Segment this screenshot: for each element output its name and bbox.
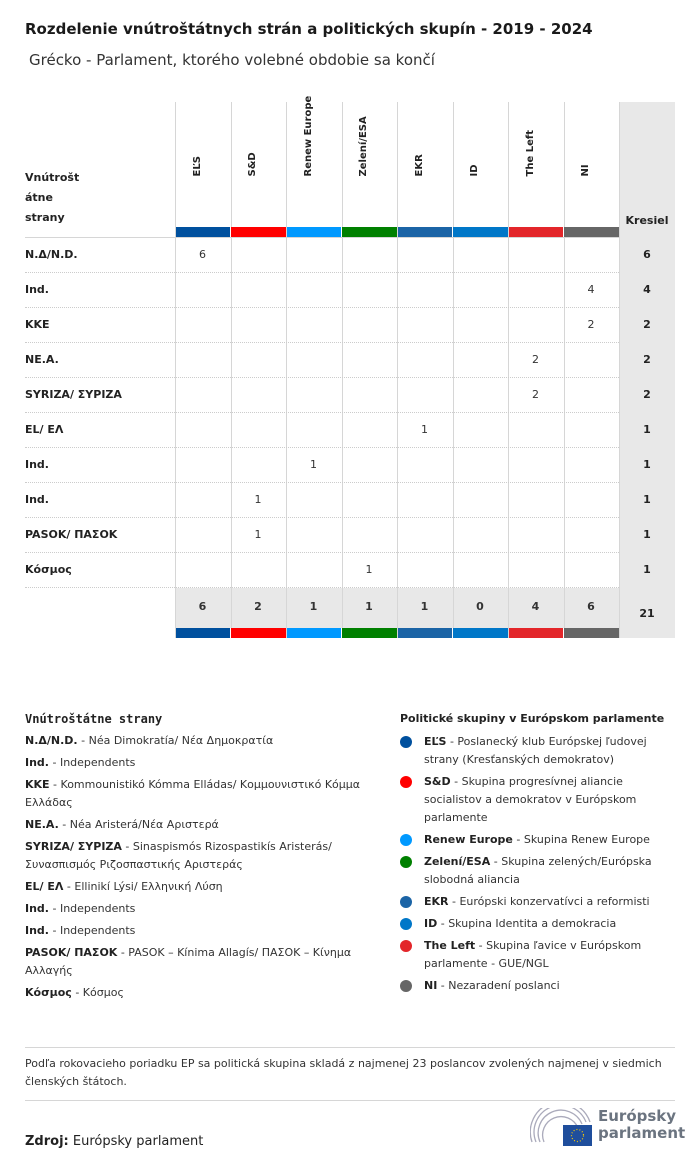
group-abbr: The Left xyxy=(424,939,476,952)
column-header xyxy=(564,102,619,227)
row-seats: 1 xyxy=(643,423,651,436)
group-color-band xyxy=(509,628,564,638)
group-color-band xyxy=(509,227,564,237)
group-name: Európski konzervatívci a reformisti xyxy=(459,895,650,908)
source-label: Zdroj: xyxy=(25,1134,69,1149)
row-seats: 1 xyxy=(643,528,651,541)
column-header-label: EĽS xyxy=(191,156,203,177)
total-cell: 1 xyxy=(309,600,318,613)
group-color-band xyxy=(453,628,508,638)
row-seats: 1 xyxy=(643,493,651,506)
group-color-band xyxy=(453,227,508,237)
row-divider xyxy=(25,517,619,518)
group-color-band xyxy=(342,227,397,237)
seat-cell: 1 xyxy=(254,493,262,506)
group-color-band xyxy=(231,227,286,237)
footnote: Podľa rokovacieho poriadku EP sa politická skupina skladá z najmenej 23 poslancov zvolených najmenej v siedmich členských štátoch. xyxy=(25,1057,662,1088)
total-cell: 2 xyxy=(254,600,262,613)
row-seats: 2 xyxy=(643,353,651,366)
party-legend-item: Κόσμος - Κόσμος xyxy=(25,986,124,999)
row-seats: 6 xyxy=(643,248,651,261)
page-subtitle: Grécko - Parlament, ktorého volebné obdobie sa končí xyxy=(29,51,435,69)
group-legend-item: S&D - Skupina progresívnej aliancie socialistov a demokratov v Európskom parlamente xyxy=(400,773,675,827)
party-legend xyxy=(25,712,385,1006)
column-header xyxy=(397,102,452,227)
seat-cell: 1 xyxy=(254,528,262,541)
group-abbr: EĽS xyxy=(424,735,447,748)
row-divider xyxy=(25,377,619,378)
row-seats: 1 xyxy=(643,458,651,471)
column-header-label: ID xyxy=(469,164,480,177)
party-abbr: EL/ ΕΛ xyxy=(25,880,64,893)
party-legend-item: Ind. - Independents xyxy=(25,756,136,769)
column-header xyxy=(231,102,286,227)
row-divider xyxy=(25,552,619,553)
group-color-dot-icon xyxy=(400,736,412,748)
row-party-label: Ind. xyxy=(25,493,49,506)
header-divider xyxy=(25,237,619,238)
party-name: Sinaspismós Rizospastikís Aristerás/ Συνασπισμός Ριζοσπαστικής Αριστεράς xyxy=(25,840,332,871)
group-color-dot-icon xyxy=(400,896,412,908)
group-color-dot-icon xyxy=(400,776,412,788)
party-name: Néa Aristerá/Νέα Αριστερά xyxy=(69,818,219,831)
group-color-dot-icon xyxy=(400,940,412,952)
party-name: Κόσμος xyxy=(82,986,124,999)
seat-cell: 6 xyxy=(199,248,206,261)
party-legend-item: Ind. - Independents xyxy=(25,902,136,915)
total-cell: 0 xyxy=(476,600,484,613)
total-cell: 6 xyxy=(587,600,595,613)
row-divider xyxy=(25,342,619,343)
ep-logo xyxy=(530,1107,686,1148)
row-party-label: Ind. xyxy=(25,458,49,471)
row-header xyxy=(25,168,79,228)
party-abbr: Ind. xyxy=(25,924,49,937)
group-color-band xyxy=(564,628,619,638)
party-legend-item: N.Δ/N.D. - Néa Dimokratía/ Νέα Δημοκρατία xyxy=(25,734,274,747)
source xyxy=(25,1134,203,1149)
total-seats: 21 xyxy=(639,607,655,620)
party-legend-item: KKE - Kommounistikó Kómma Elládas/ Κομμουνιστικό Κόμμα Ελλάδας xyxy=(25,778,361,809)
logo-text: Európsky xyxy=(598,1107,677,1125)
row-divider xyxy=(25,307,619,308)
party-name: Ellinikí Lýsi/ Ελληνική Λύση xyxy=(74,880,223,893)
party-name: PASOK – Kínima Allagís/ ΠΑΣΟΚ – Κίνημα Αλλαγής xyxy=(25,946,352,977)
column-header xyxy=(286,95,341,227)
row-party-label: SYRIZA/ ΣΥΡΙΖΑ xyxy=(25,388,122,401)
row-divider xyxy=(25,447,619,448)
group-legend-item: The Left - Skupina ľavice v Európskom parlamente - GUE/NGL xyxy=(400,937,675,973)
seat-cell: 1 xyxy=(421,423,428,436)
party-legend-item: NE.A. - Néa Aristerá/Νέα Αριστερά xyxy=(25,818,219,831)
row-party-label: KKE xyxy=(25,318,50,331)
page-title: Rozdelenie vnútroštátnych strán a politických skupín - 2019 - 2024 xyxy=(25,20,593,38)
party-name: Independents xyxy=(59,924,136,937)
row-divider xyxy=(25,482,619,483)
party-abbr: NE.A. xyxy=(25,818,59,831)
row-seats: 2 xyxy=(643,318,651,331)
group-color-band xyxy=(398,628,453,638)
seat-table xyxy=(25,95,675,638)
party-abbr: SYRIZA/ ΣΥΡΙΖΑ xyxy=(25,840,122,853)
party-abbr: Κόσμος xyxy=(25,986,72,999)
group-abbr: Renew Europe xyxy=(424,833,513,846)
group-name: Poslanecký klub Európskej ľudovej strany (Kresťanských demokratov) xyxy=(424,735,647,766)
column-header-label: Renew Europe xyxy=(302,95,314,177)
row-header-line: átne xyxy=(25,191,53,204)
total-cell: 4 xyxy=(531,600,540,613)
seats-column xyxy=(619,102,675,638)
divider xyxy=(25,1047,675,1048)
group-legend-item: Zelení/ESA - Skupina zelených/Európska slobodná aliancia xyxy=(400,853,675,889)
group-name: Skupina ľavice v Európskom parlamente - GUE/NGL xyxy=(424,939,642,970)
column-header xyxy=(175,102,230,227)
total-cell: 6 xyxy=(198,600,207,613)
group-color-band xyxy=(287,628,342,638)
column-header xyxy=(342,102,397,227)
row-header-line: strany xyxy=(25,211,65,224)
group-legend-item: EKR - Európski konzervatívci a reformisti xyxy=(400,893,675,911)
total-cell: 1 xyxy=(365,600,373,613)
column-header-label: S&D xyxy=(247,152,258,177)
row-party-label: NE.A. xyxy=(25,353,59,366)
seat-cell: 4 xyxy=(587,283,595,296)
party-name: Néa Dimokratía/ Νέα Δημοκρατία xyxy=(88,734,274,747)
column-header xyxy=(508,102,563,227)
row-party-label: PASOK/ ΠΑΣΟΚ xyxy=(25,528,118,541)
party-legend-item: SYRIZA/ ΣΥΡΙΖΑ - Sinaspismós Rizospastikís Aristerás/ Συνασπισμός Ριζοσπαστικής Αριστεράς xyxy=(25,840,332,871)
seat-cell: 2 xyxy=(587,318,595,331)
row-divider xyxy=(25,412,619,413)
party-legend-item: Ind. - Independents xyxy=(25,924,136,937)
row-party-label: N.Δ/N.D. xyxy=(25,248,78,261)
logo-text: parlament xyxy=(598,1124,686,1142)
group-abbr: ID xyxy=(424,917,438,930)
party-name: Independents xyxy=(59,756,136,769)
row-party-label: Ind. xyxy=(25,283,49,296)
row-seats: 4 xyxy=(643,283,651,296)
seat-cell: 1 xyxy=(365,563,373,576)
row-divider xyxy=(25,272,619,273)
group-legend-heading: Politické skupiny v Európskom parlamente xyxy=(400,712,665,725)
group-color-band xyxy=(564,227,619,237)
group-color-band xyxy=(287,227,342,237)
party-name: Independents xyxy=(59,902,136,915)
seat-cell: 2 xyxy=(532,388,539,401)
party-abbr: Ind. xyxy=(25,902,49,915)
group-name: Skupina Identita a demokracia xyxy=(448,917,617,930)
group-legend-item: NI - Nezaradení poslanci xyxy=(400,977,675,995)
group-abbr: EKR xyxy=(424,895,449,908)
group-color-dot-icon xyxy=(400,856,412,868)
hemicycle-icon xyxy=(530,1108,592,1148)
row-seats: 1 xyxy=(643,563,651,576)
column-header-label: The Left xyxy=(524,130,536,177)
group-name: Skupina zelených/Európska slobodná aliancia xyxy=(424,855,652,886)
group-color-band xyxy=(342,628,397,638)
group-color-band xyxy=(176,227,231,237)
divider xyxy=(25,1100,675,1101)
seats-header: Kresiel xyxy=(625,214,669,227)
group-color-dot-icon xyxy=(400,834,412,846)
group-name: Skupina Renew Europe xyxy=(523,833,650,846)
party-abbr: KKE xyxy=(25,778,50,791)
group-legend-item: EĽS - Poslanecký klub Európskej ľudovej strany (Kresťanských demokratov) xyxy=(400,733,675,769)
group-legend xyxy=(400,712,675,999)
row-divider xyxy=(25,587,619,588)
group-color-band xyxy=(176,628,231,638)
column-header xyxy=(453,102,508,227)
column-header-label: NI xyxy=(580,164,591,177)
group-abbr: S&D xyxy=(424,775,451,788)
group-color-band xyxy=(231,628,286,638)
row-party-label: EL/ ΕΛ xyxy=(25,423,64,436)
source-value: Európsky parlament xyxy=(72,1134,204,1149)
party-legend-heading: Vnútroštátne strany xyxy=(25,712,163,726)
group-abbr: Zelení/ESA xyxy=(424,855,491,868)
row-party-label: Κόσμος xyxy=(25,563,72,576)
party-legend-item: PASOK/ ΠΑΣΟΚ - PASOK – Kínima Allagís/ ΠΑΣΟΚ – Κίνημα Αλλαγής xyxy=(25,946,352,977)
party-legend-item: EL/ ΕΛ - Ellinikí Lýsi/ Ελληνική Λύση xyxy=(25,880,223,893)
seat-cell: 1 xyxy=(310,458,317,471)
group-color-band xyxy=(398,227,453,237)
row-header-line: Vnútrošt xyxy=(25,171,80,184)
total-cell: 1 xyxy=(420,600,429,613)
row-seats: 2 xyxy=(643,388,651,401)
group-legend-item: Renew Europe - Skupina Renew Europe xyxy=(400,831,675,849)
group-name: Skupina progresívnej aliancie socialistov a demokratov v Európskom parlamente xyxy=(424,775,637,824)
group-legend-item: ID - Skupina Identita a demokracia xyxy=(400,915,675,933)
seat-cell: 2 xyxy=(532,353,539,366)
party-name: Kommounistikó Kómma Elládas/ Κομμουνιστικό Κόμμα Ελλάδας xyxy=(25,778,361,809)
column-divider xyxy=(619,102,620,638)
group-color-dot-icon xyxy=(400,980,412,992)
column-header-label: Zelení/ESA xyxy=(358,116,369,177)
column-header-label: EKR xyxy=(413,154,425,177)
group-abbr: NI xyxy=(424,979,438,992)
group-name: Nezaradení poslanci xyxy=(448,979,560,992)
party-abbr: PASOK/ ΠΑΣΟΚ xyxy=(25,946,118,959)
party-abbr: Ind. xyxy=(25,756,49,769)
party-abbr: N.Δ/N.D. xyxy=(25,734,78,747)
group-color-dot-icon xyxy=(400,918,412,930)
